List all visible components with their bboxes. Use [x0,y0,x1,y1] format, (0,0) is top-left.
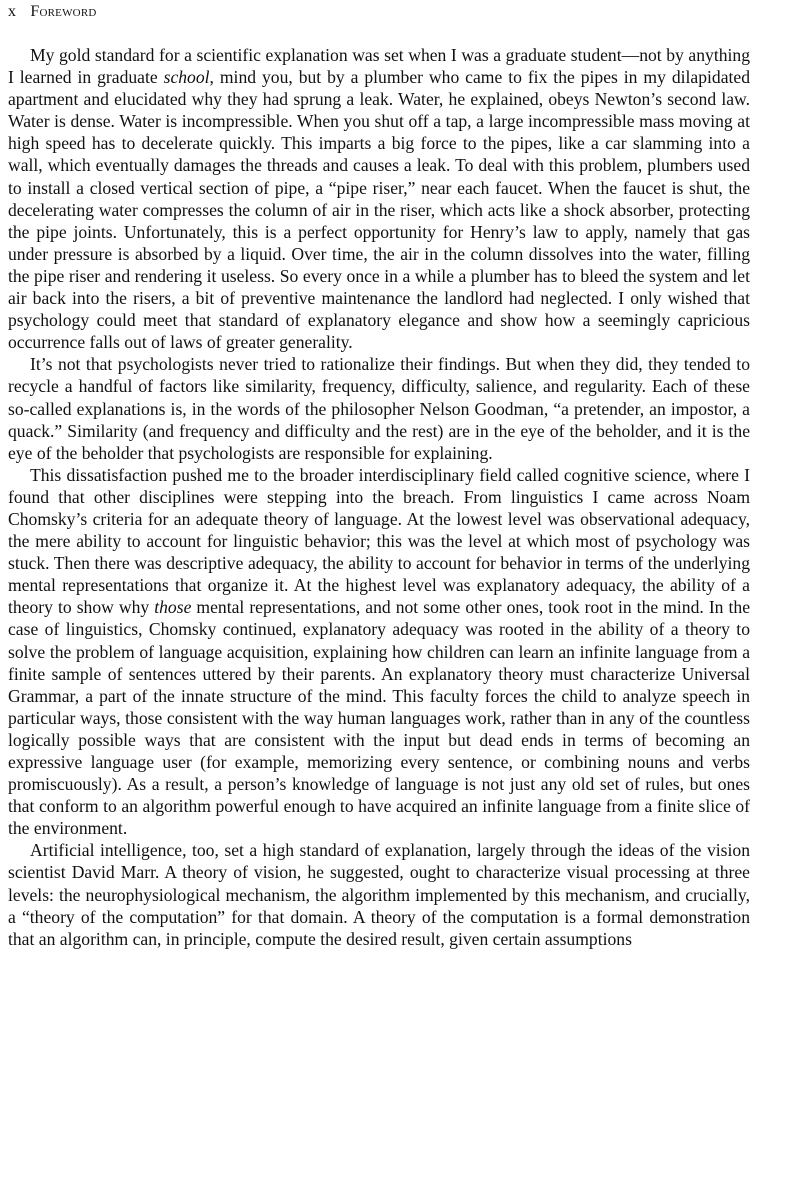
running-title: Foreword [30,3,97,20]
text-run: Artificial intelligence, too, set a high standard of explanation, largely through the ideas of the vision scientist David Marr. A theory of vision, he suggested, ought to characterize visual processing at three levels: the neurophysiological mechanism, the algorithm implemented by this mechanism, and crucially, a “theory of the computation” for that domain. A theory of the computation is a formal demonstration that an algorithm can, in principle, compute the desired result, given certain assumptions [8,840,750,949]
paragraph-4 [8,839,750,949]
text-run: It’s not that psychologists never tried to rationalize their findings. But when they did, they tended to recycle a handful of factors like similarity, frequency, difficulty, salience, and regularity. Each of these so-called explanations is, in the words of the philosopher Nelson Goodman, “a pretender, an impostor, a quack.” Similarity (and frequency and difficulty and the rest) are in the eye of the beholder, and it is the eye of the beholder that psychologists are responsible for explaining. [8,354,750,463]
text-run: My gold standard for a scientific explanation was set when I was a graduate student—not by anything I learned in graduate [8,45,750,88]
running-head [8,2,97,22]
text-run: , mind you, but by a plumber who came to fix the pipes in my dilapidated apartment and elucidated why they had sprung a leak. Water, he explained, obeys Newton’s second law. Water is dense. Water is incompressible. When you shut off a tap, a large incompressible mass moving at high speed has to decelerate quickly. This imparts a big force to the pipes, like a car slamming into a wall, which eventually damages the threads and causes a leak. To deal with this problem, plumbers used to install a closed vertical section of pipe, a “pipe riser,” near each faucet. When the faucet is shut, the decelerating water compresses the column of air in the riser, which acts like a shock absorber, protecting the pipe joints. Unfortunately, this is a perfect opportunity for Henry’s law to apply, namely that gas under pressure is absorbed by a liquid. Over time, the air in the column dissolves into the water, filling the pipe riser and rendering it useless. So every once in a while a plumber has to bleed the system and let air back into the risers, a bit of preventive maintenance the landlord had neglected. I only wished that psychology could meet that standard of explanatory elegance and show how a seemingly capricious occurrence falls out of laws of greater generality. [8,67,750,353]
page-number: x [8,3,17,20]
body-text [8,44,750,950]
text-run: This dissatisfaction pushed me to the broader interdisciplinary field called cognitive science, where I found that other disciplines were stepping into the breach. From linguistics I came across Noam Chomsky’s criteria for an adequate theory of language. At the lowest level was observational adequacy, the mere ability to account for linguistic behavior; this was the level at which most of psychology was stuck. Then there was descriptive adequacy, the ability to account for behavior in terms of the underlying mental representations that organize it. At the highest level was explanatory adequacy, the ability of a theory to show why [8,464,750,618]
paragraph-1 [8,44,750,353]
italic-text-run: those [154,597,192,618]
paragraph-3 [8,464,750,840]
paragraph-2 [8,353,750,463]
italic-text-run: school [163,67,210,88]
text-run: mental representations, and not some other ones, took root in the mind. In the case of linguistics, Chomsky continued, explanatory adequacy was rooted in the ability of a theory to solve the problem of language acquisition, explaining how children can learn an infinite language from a finite sample of sentences uttered by their parents. An explanatory theory must characterize Universal Grammar, a part of the innate structure of the mind. This faculty forces the child to analyze speech in particular ways, those consistent with the way human languages work, rather than in any of the countless logically possible ways that are consistent with the input but dead ends in terms of becoming an expressive language user (for example, memorizing every sentence, or combining nouns and verbs promiscuously). As a result, a person’s knowledge of language is not just any old set of rules, but ones that conform to an algorithm powerful enough to have acquired an infinite language from a finite slice of the environment. [8,597,751,839]
